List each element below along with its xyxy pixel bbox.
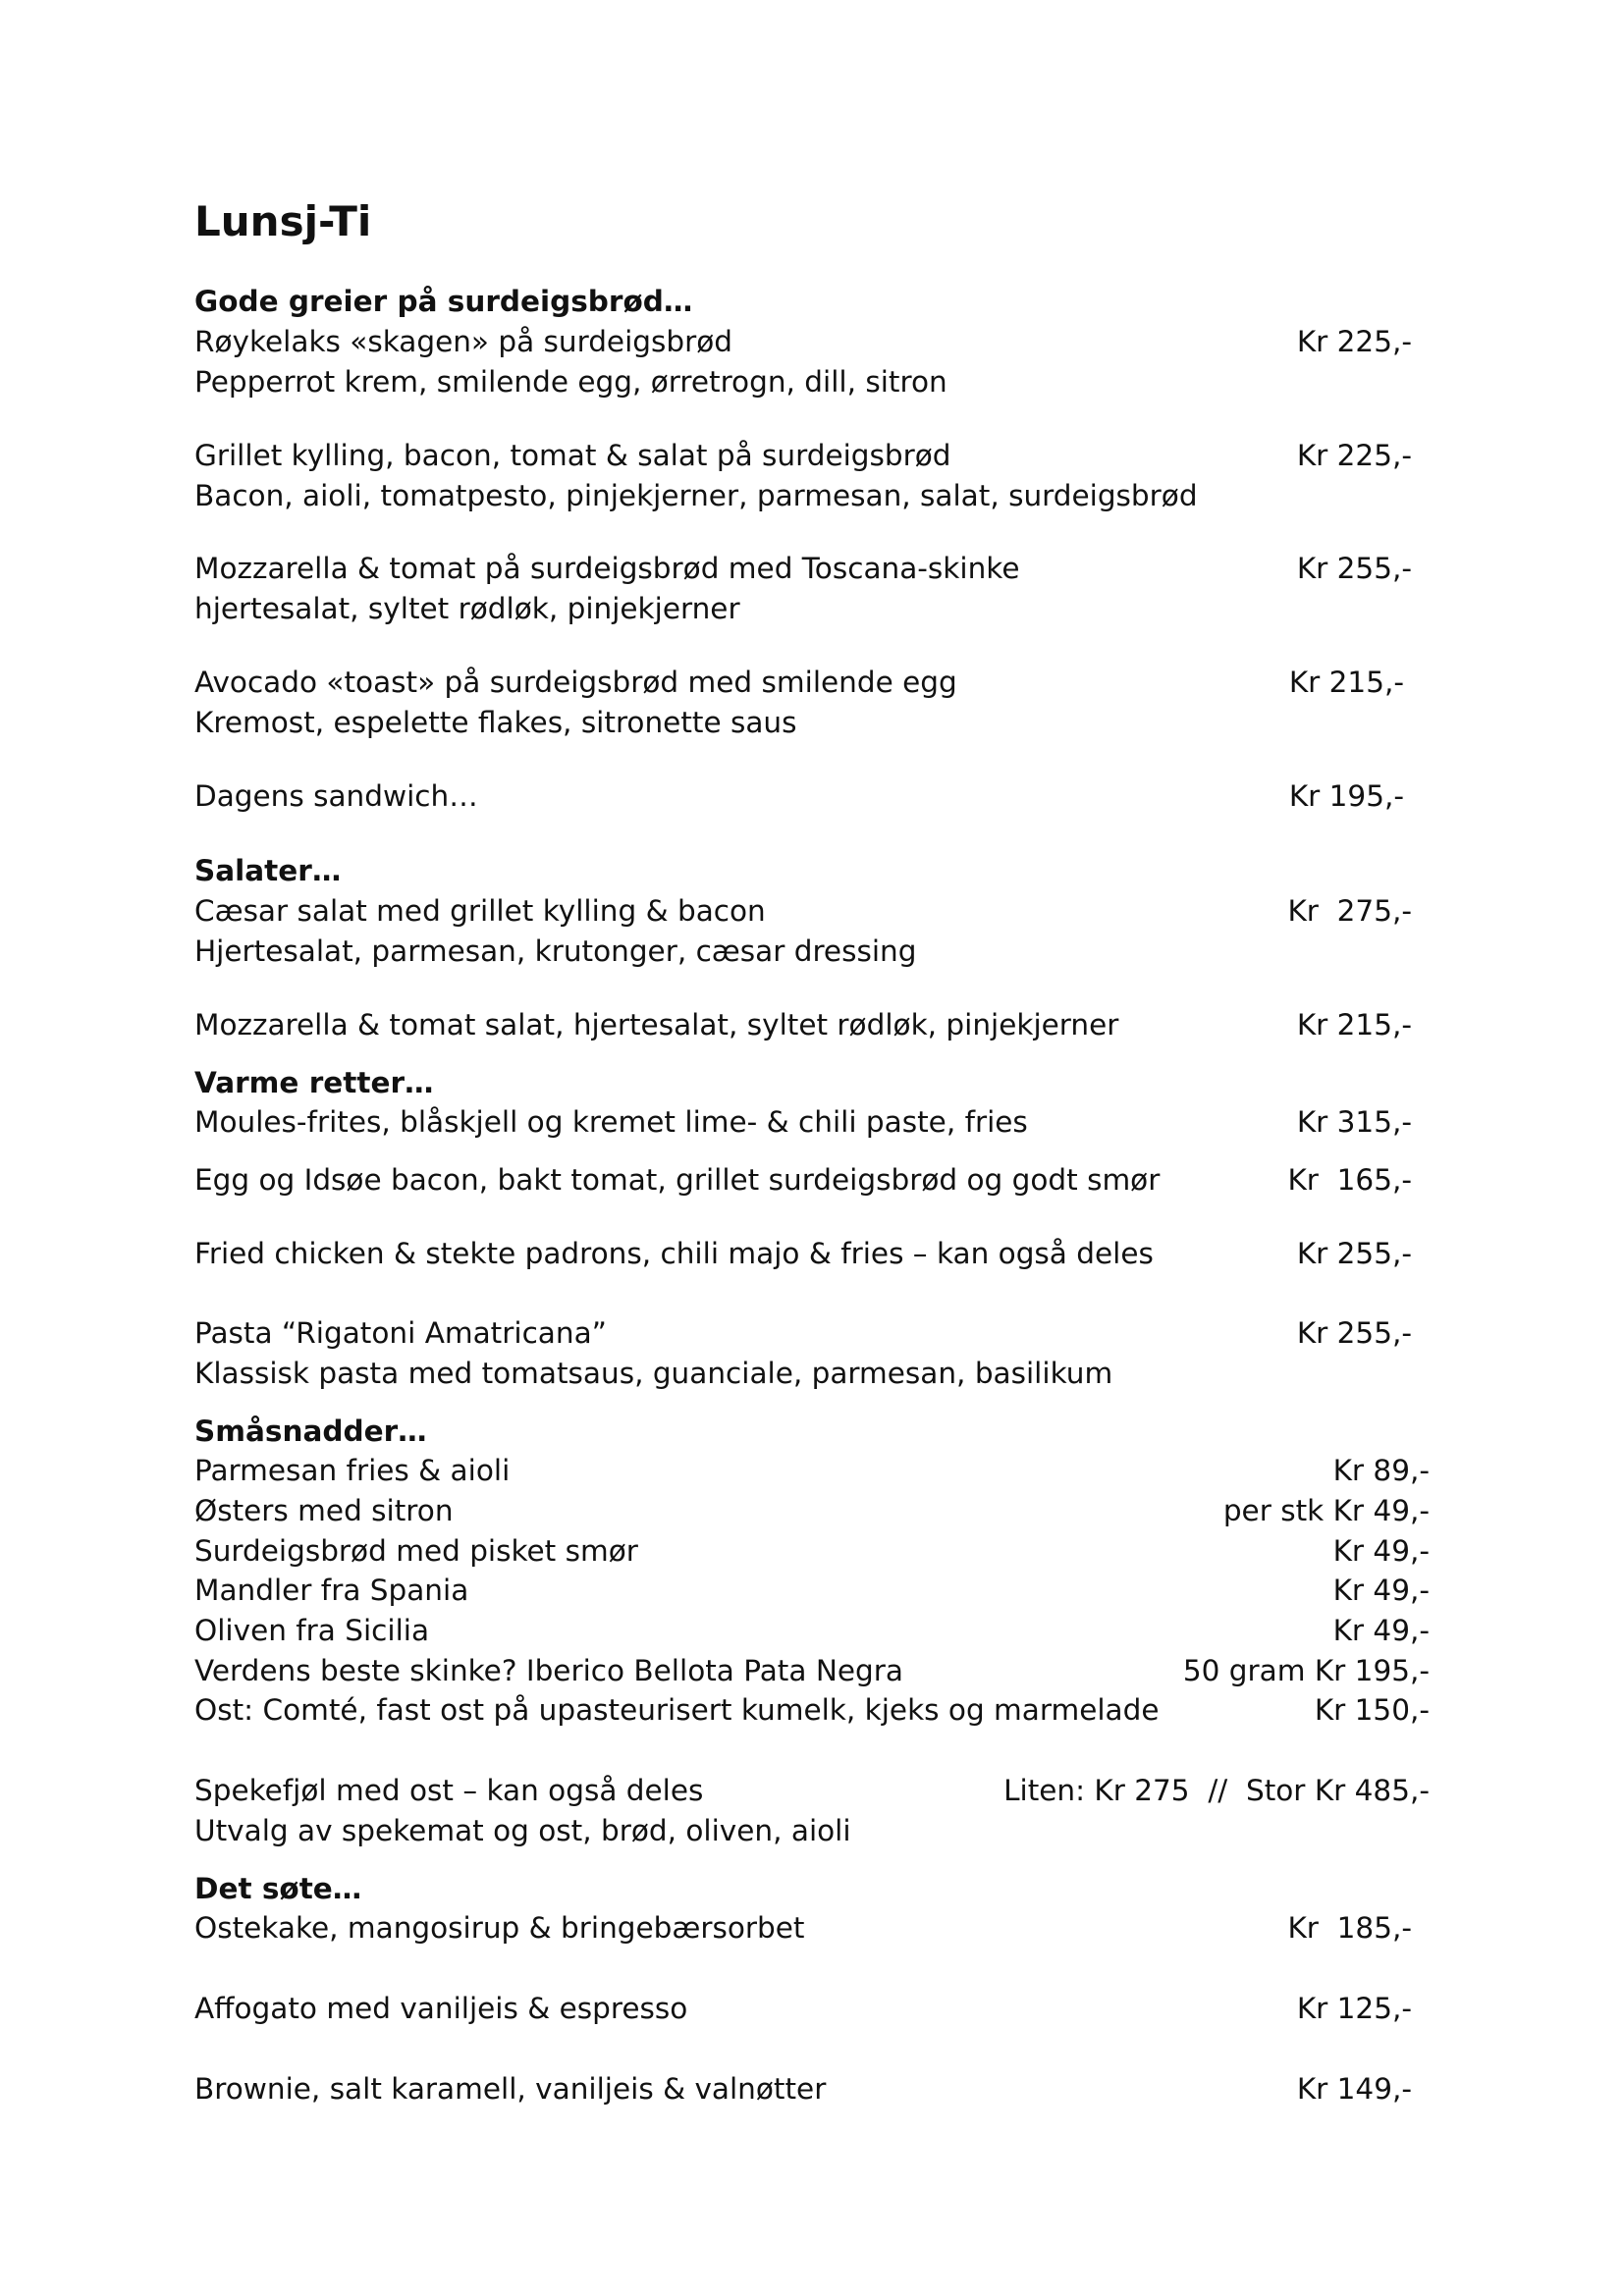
menu-item-description	[194, 476, 1623, 515]
menu-item-row	[194, 1005, 1623, 1044]
menu-item-price: Kr 215,-	[1288, 666, 1404, 699]
section-heading-small-plates	[194, 1412, 1623, 1451]
menu-item-price: per stk Kr 49,-	[1222, 1494, 1430, 1527]
menu-item-name: Mozzarella & tomat salat, hjertesalat, syltet rødløk, pinjekjerner	[194, 1008, 1119, 1041]
menu-item-name: Fried chicken & stekte padrons, chili majo & fries – kan også deles	[194, 1237, 1154, 1270]
menu-item-row	[194, 891, 1623, 931]
section-heading-sandwiches	[194, 282, 1623, 321]
menu-item-name: Dagens sandwich…	[194, 779, 478, 813]
menu-item-name: Spekefjøl med ost – kan også deles	[194, 1774, 704, 1807]
menu-item-name: Røykelaks «skagen» på surdeigsbrød	[194, 325, 732, 358]
menu-item-price: Kr 125,-	[1296, 1992, 1412, 2025]
menu-item-row	[194, 1611, 1623, 1650]
menu-item-name: Oliven fra Sicilia	[194, 1614, 430, 1647]
section-heading-text: Varme retter…	[194, 1066, 434, 1099]
menu-item-name: Ost: Comté, fast ost på upasteurisert kumelk, kjeks og marmelade	[194, 1693, 1160, 1727]
section-heading-text: Salater…	[194, 854, 342, 887]
menu-item-price: Kr 255,-	[1296, 552, 1412, 585]
menu-item-row	[194, 549, 1623, 588]
menu-item-row	[194, 1531, 1623, 1571]
menu-item-name: Østers med sitron	[194, 1494, 454, 1527]
menu-item-description-text: Hjertesalat, parmesan, krutonger, cæsar dressing	[194, 934, 917, 968]
menu-item-name: Moules-frites, blåskjell og kremet lime- & chili paste, fries	[194, 1105, 1028, 1139]
menu-item-row	[194, 1690, 1623, 1730]
menu-item-price: Kr 49,-	[1332, 1574, 1430, 1607]
menu-item-price: Kr 149,-	[1296, 2072, 1412, 2106]
menu-item-price: Kr 150,-	[1314, 1693, 1430, 1727]
menu-item-price: Kr 165,-	[1287, 1163, 1412, 1197]
menu-item-row	[194, 322, 1623, 361]
menu-item-row	[194, 1451, 1623, 1490]
section-heading-hot-dishes	[194, 1063, 1623, 1102]
menu-item-price: Kr 315,-	[1296, 1105, 1412, 1139]
section-heading-text: Gode greier på surdeigsbrød…	[194, 285, 693, 318]
menu-item-description-text: Pepperrot krem, smilende egg, ørretrogn, dill, sitron	[194, 365, 947, 399]
menu-item-description	[194, 932, 1623, 971]
menu-item-row	[194, 1651, 1623, 1690]
menu-item-price: Liten: Kr 275 // Stor Kr 485,-	[1003, 1774, 1430, 1807]
menu-item-description	[194, 1354, 1623, 1393]
page-title: Lunsj-Ti	[194, 197, 372, 245]
section-heading-text: Småsnadder…	[194, 1415, 427, 1448]
menu-item-name: Pasta “Rigatoni Amatricana”	[194, 1316, 607, 1350]
menu-item-description-text: Utvalg av spekemat og ost, brød, oliven, aioli	[194, 1814, 851, 1847]
menu-item-name: Surdeigsbrød med pisket smør	[194, 1534, 638, 1568]
menu-item-price: Kr 225,-	[1296, 439, 1412, 472]
menu-item-description-text: Klassisk pasta med tomatsaus, guanciale, parmesan, basilikum	[194, 1357, 1113, 1390]
menu-item-name: Avocado «toast» på surdeigsbrød med smilende egg	[194, 666, 957, 699]
section-heading-salads	[194, 851, 1623, 890]
menu-item-row	[194, 1571, 1623, 1610]
menu-item-row	[194, 1908, 1623, 1948]
menu-item-name: Mandler fra Spania	[194, 1574, 469, 1607]
menu-item-row	[194, 1491, 1623, 1530]
menu-item-row	[194, 1160, 1623, 1200]
menu-item-name: Mozzarella & tomat på surdeigsbrød med Toscana-skinke	[194, 552, 1020, 585]
menu-item-price: Kr 49,-	[1332, 1614, 1430, 1647]
menu-item-name: Grillet kylling, bacon, tomat & salat på surdeigsbrød	[194, 439, 951, 472]
menu-item-description	[194, 703, 1623, 742]
menu-item-price: 50 gram Kr 195,-	[1182, 1654, 1430, 1687]
menu-item-price: Kr 255,-	[1296, 1237, 1412, 1270]
menu-item-description-text: Bacon, aioli, tomatpesto, pinjekjerner, parmesan, salat, surdeigsbrød	[194, 479, 1198, 512]
menu-item-row	[194, 1771, 1623, 1810]
menu-item-price: Kr 49,-	[1332, 1534, 1430, 1568]
menu-item-name: Cæsar salat med grillet kylling & bacon	[194, 894, 766, 928]
menu-item-name: Ostekake, mangosirup & bringebærsorbet	[194, 1911, 805, 1945]
menu-item-description	[194, 1811, 1623, 1850]
menu-item-row	[194, 1234, 1623, 1273]
menu-item-description-text: Kremost, espelette flakes, sitronette saus	[194, 706, 797, 739]
menu-item-price: Kr 89,-	[1332, 1454, 1430, 1487]
menu-item-name: Parmesan fries & aioli	[194, 1454, 511, 1487]
menu-item-description	[194, 589, 1623, 628]
menu-item-description	[194, 362, 1623, 401]
menu-item-price: Kr 195,-	[1288, 779, 1404, 813]
menu-item-price: Kr 225,-	[1296, 325, 1412, 358]
menu-item-name: Egg og Idsøe bacon, bakt tomat, grillet surdeigsbrød og godt smør	[194, 1163, 1161, 1197]
menu-item-name: Brownie, salt karamell, vaniljeis & valnøtter	[194, 2072, 827, 2106]
section-heading-text: Det søte…	[194, 1872, 362, 1905]
menu-item-name: Affogato med vaniljeis & espresso	[194, 1992, 688, 2025]
menu-item-price: Kr 215,-	[1296, 1008, 1412, 1041]
menu-item-row	[194, 1102, 1623, 1142]
menu-item-row	[194, 1989, 1623, 2028]
section-heading-desserts	[194, 1869, 1623, 1908]
menu-item-name: Verdens beste skinke? Iberico Bellota Pata Negra	[194, 1654, 903, 1687]
menu-item-price: Kr 275,-	[1287, 894, 1412, 928]
menu-item-row	[194, 663, 1623, 702]
menu-item-row	[194, 436, 1623, 475]
menu-item-row	[194, 776, 1623, 816]
menu-item-row	[194, 2069, 1623, 2109]
menu-item-row	[194, 1313, 1623, 1353]
menu-item-price: Kr 255,-	[1296, 1316, 1412, 1350]
menu-item-price: Kr 185,-	[1287, 1911, 1412, 1945]
menu-item-description-text: hjertesalat, syltet rødløk, pinjekjerner	[194, 592, 740, 625]
